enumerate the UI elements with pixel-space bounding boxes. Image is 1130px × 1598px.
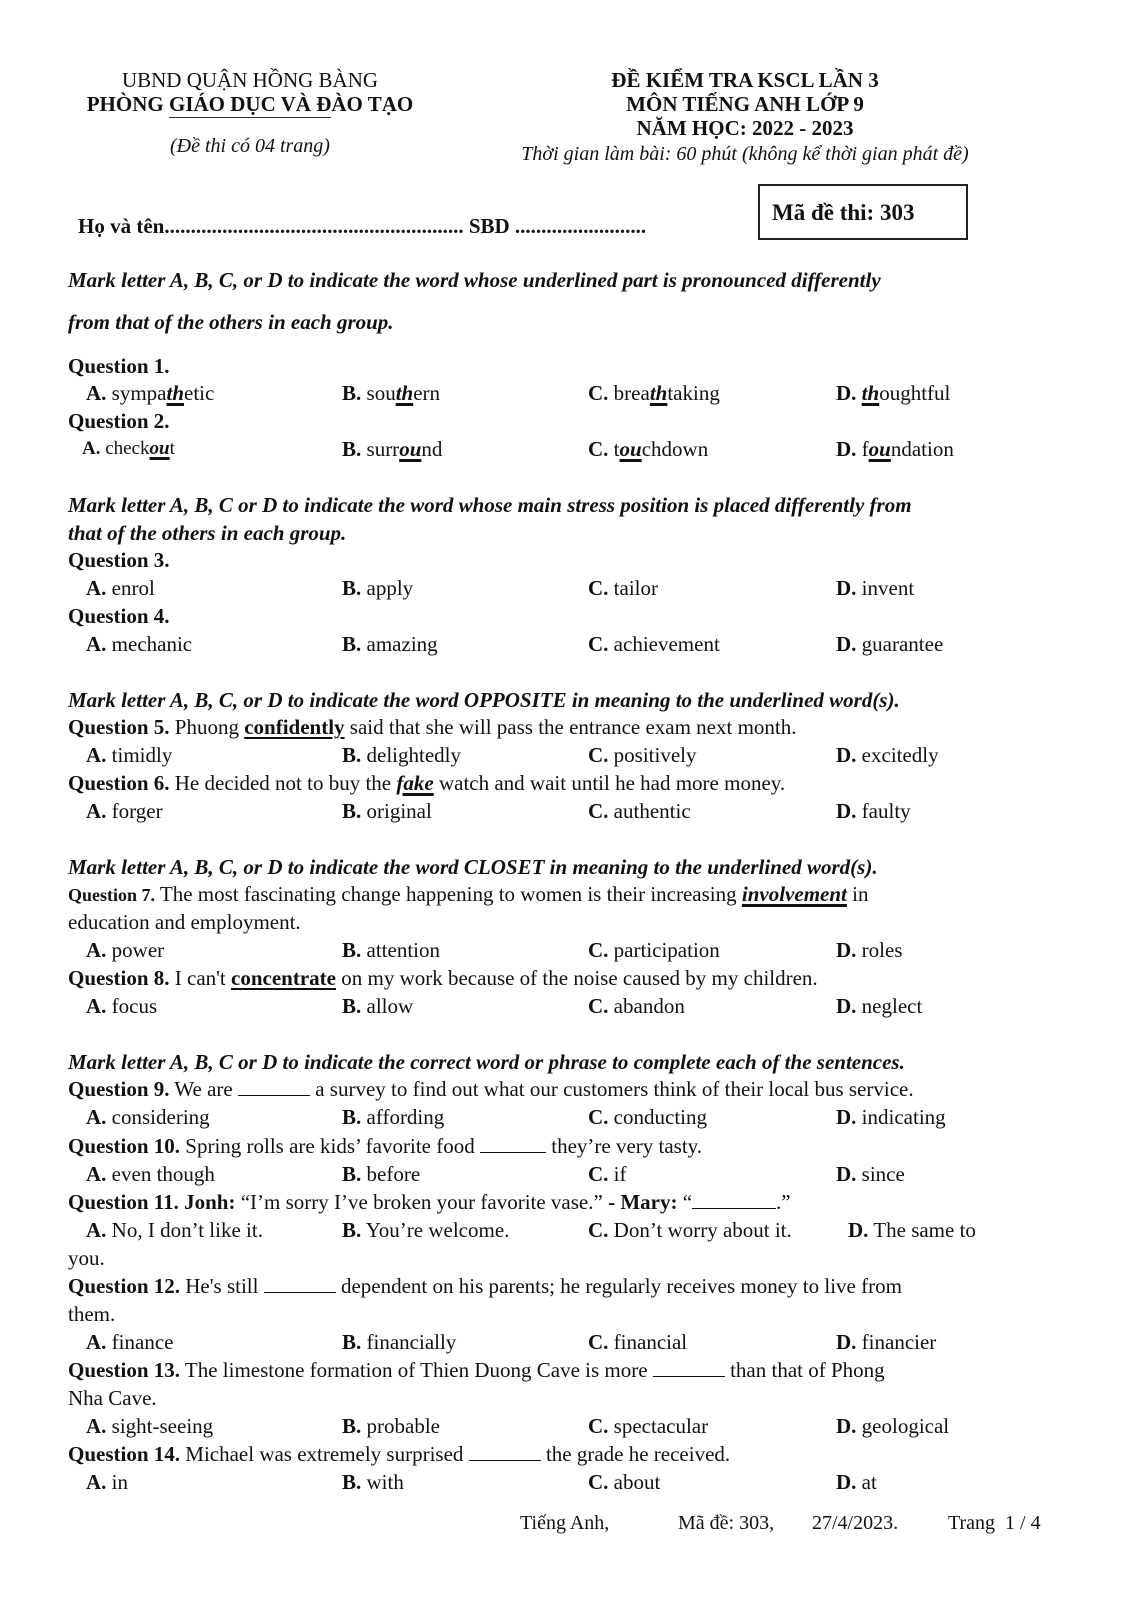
option-letter: C. <box>588 1470 609 1494</box>
option-a[interactable] <box>86 993 157 1019</box>
option-letter: D. <box>836 632 857 656</box>
question-text: “ <box>677 1190 693 1214</box>
option-letter: B. <box>342 1105 362 1129</box>
option-letter: D. <box>836 576 857 600</box>
option-text: participation <box>608 938 720 962</box>
option-d[interactable] <box>836 436 954 462</box>
option-letter: C. <box>588 743 609 767</box>
question-label: Question 6. <box>68 771 170 795</box>
option-c[interactable] <box>588 937 720 963</box>
footer-subject: Tiếng Anh, <box>520 1512 610 1534</box>
exam-code-box: Mã đề thi: 303 <box>758 184 968 240</box>
answer-blank[interactable] <box>480 1134 546 1153</box>
option-text: invent <box>856 576 915 600</box>
option-letter: B. <box>342 1218 362 1242</box>
option-text: considering <box>106 1105 210 1129</box>
option-c[interactable] <box>588 575 658 601</box>
option-d[interactable] <box>848 1217 976 1243</box>
option-a[interactable] <box>86 575 155 601</box>
option-b[interactable] <box>342 742 461 768</box>
option-letter: A. <box>86 1105 107 1129</box>
option-text: check <box>100 438 150 459</box>
footer-exam-code: Mã đề: 303, <box>678 1512 775 1534</box>
question-text: He's still <box>180 1274 264 1298</box>
option-d[interactable] <box>836 798 911 824</box>
question-14-options <box>68 1469 1068 1495</box>
option-d[interactable] <box>836 1161 905 1187</box>
footer-page-number: Trang 1 / 4 <box>948 1512 1041 1534</box>
option-letter: A. <box>86 1330 107 1354</box>
question-text: We are <box>169 1077 238 1101</box>
option-c[interactable] <box>588 798 691 824</box>
option-text: tailor <box>608 576 658 600</box>
section-4-instruction: Mark letter A, B, C, or D to indicate the word CLOSET in meaning to the underlined word(s). <box>68 855 878 879</box>
question-12-options <box>68 1329 1068 1355</box>
option-a[interactable] <box>86 937 164 963</box>
header-right <box>470 68 1020 166</box>
question-text: a survey to find out what our customers think of their local bus service. <box>309 1077 914 1101</box>
option-text: chdown <box>641 437 709 461</box>
option-text: oughtful <box>879 381 951 405</box>
question-11 <box>68 1189 1068 1215</box>
question-text: .” <box>776 1190 791 1214</box>
option-a[interactable] <box>86 631 192 657</box>
option-letter: C. <box>588 1162 609 1186</box>
question-label: Question 4. <box>68 604 170 628</box>
question-text: they’re very tasty. <box>545 1134 703 1158</box>
option-a[interactable] <box>86 380 214 406</box>
option-letter: B. <box>342 1330 362 1354</box>
school-year: NĂM HỌC: 2022 - 2023 <box>636 116 854 140</box>
section-1-instruction <box>68 266 1068 336</box>
option-c[interactable] <box>588 1104 707 1130</box>
option-text: roles <box>856 938 903 962</box>
option-letter: A. <box>82 438 101 459</box>
option-text: spectacular <box>608 1414 709 1438</box>
option-letter: D. <box>836 743 857 767</box>
subject-title: MÔN TIẾNG ANH LỚP 9 <box>626 92 864 116</box>
answer-blank[interactable] <box>264 1274 336 1293</box>
option-text: ern <box>413 381 441 405</box>
option-text: sou <box>361 381 396 405</box>
option-letter: D. <box>836 1162 857 1186</box>
option-text: financially <box>361 1330 457 1354</box>
option-letter: B. <box>342 799 362 823</box>
option-c[interactable] <box>588 436 708 462</box>
instruction-line: Mark letter A, B, C or D to indicate the word whose main stress position is placed differently from <box>68 493 912 517</box>
option-a[interactable] <box>86 1329 173 1355</box>
question-label: Question 9. <box>68 1077 170 1101</box>
option-text: even though <box>106 1162 215 1186</box>
option-letter: B. <box>342 437 362 461</box>
option-d[interactable] <box>836 937 903 963</box>
option-d[interactable] <box>836 575 914 601</box>
dept-prefix: PHÒNG <box>86 92 169 116</box>
option-text: in <box>106 1470 129 1494</box>
option-text: about <box>608 1470 661 1494</box>
dept-suffix: ÀO TẠO <box>331 92 414 116</box>
question-label: Question 2. <box>68 409 170 433</box>
option-letter: C. <box>588 799 609 823</box>
option-text: t <box>608 437 620 461</box>
question-text: The limestone formation of Thien Duong Cave is more <box>180 1358 653 1382</box>
question-8 <box>68 965 1068 991</box>
underlined-word: involvement <box>741 882 847 906</box>
question-10 <box>68 1133 1068 1159</box>
option-d[interactable] <box>836 1469 877 1495</box>
option-c[interactable] <box>588 1413 708 1439</box>
footer-date: 27/4/2023. <box>812 1512 899 1534</box>
question-12 <box>68 1273 1068 1299</box>
pages-note: (Đề thi có 04 trang) <box>170 135 330 157</box>
question-13-continuation: Nha Cave. <box>68 1386 157 1410</box>
option-text: f <box>856 437 869 461</box>
option-text: The same to <box>868 1218 976 1242</box>
option-letter: B. <box>342 1470 362 1494</box>
question-text: He decided not to buy the <box>169 771 397 795</box>
underlined-part: th <box>395 381 414 405</box>
option-letter: A. <box>86 576 107 600</box>
section-5-instruction: Mark letter A, B, C or D to indicate the correct word or phrase to complete each of the sentences. <box>68 1050 905 1074</box>
question-text: than that of Phong <box>724 1358 885 1382</box>
option-b[interactable] <box>342 575 413 601</box>
exam-title: ĐỀ KIỂM TRA KSCL LẦN 3 <box>611 68 879 92</box>
question-text: watch and wait until he had more money. <box>433 771 786 795</box>
option-b[interactable] <box>342 1469 404 1495</box>
option-b[interactable] <box>342 993 413 1019</box>
option-letter: D. <box>836 1105 857 1129</box>
option-text: neglect <box>856 994 923 1018</box>
option-letter: A. <box>86 1470 107 1494</box>
option-text: excitedly <box>856 743 939 767</box>
question-13-options <box>68 1413 1068 1439</box>
option-d[interactable] <box>836 742 939 768</box>
question-text: Phuong <box>169 715 245 739</box>
instruction-line: from that of the others in each group. <box>68 310 394 334</box>
option-a[interactable] <box>86 742 172 768</box>
question-1-options <box>68 380 1068 406</box>
option-c[interactable] <box>588 1217 792 1243</box>
option-text: allow <box>361 994 414 1018</box>
option-text: before <box>361 1162 421 1186</box>
option-text: mechanic <box>106 632 193 656</box>
option-text: since <box>856 1162 905 1186</box>
option-b[interactable] <box>342 1104 444 1130</box>
option-text: achievement <box>608 632 720 656</box>
instruction-line: that of the others in each group. <box>68 521 347 545</box>
question-text: Spring rolls are kids’ favorite food <box>180 1134 480 1158</box>
question-9 <box>68 1076 1068 1102</box>
option-text: amazing <box>361 632 438 656</box>
option-letter: C. <box>588 994 609 1018</box>
question-text: said that she will pass the entrance exam next month. <box>344 715 797 739</box>
option-letter: C. <box>588 576 609 600</box>
option-d[interactable] <box>836 631 943 657</box>
option-letter: D. <box>836 1414 857 1438</box>
question-8-options <box>68 993 1068 1019</box>
option-text: delightedly <box>361 743 461 767</box>
underlined-part: ou <box>619 437 642 461</box>
option-letter: B. <box>342 1414 362 1438</box>
option-letter: C. <box>588 938 609 962</box>
answer-blank[interactable] <box>692 1190 776 1209</box>
option-letter: B. <box>342 743 362 767</box>
option-b[interactable] <box>342 1217 509 1243</box>
option-c[interactable] <box>588 993 685 1019</box>
section-2-instruction <box>68 491 1068 547</box>
dept-underlined: GIÁO DỤC VÀ Đ <box>168 92 332 116</box>
option-letter: A. <box>86 381 107 405</box>
question-6 <box>68 770 1068 796</box>
question-text: Michael was extremely surprised <box>180 1442 469 1466</box>
option-b[interactable] <box>342 937 440 963</box>
option-letter: C. <box>588 1414 609 1438</box>
option-d[interactable] <box>836 1104 946 1130</box>
question-4-options <box>68 631 1068 657</box>
option-letter: D. <box>848 1218 869 1242</box>
option-text: enrol <box>106 576 155 600</box>
option-text: probable <box>361 1414 440 1438</box>
option-letter: D. <box>836 799 857 823</box>
option-letter: B. <box>342 1162 362 1186</box>
option-text: indicating <box>856 1105 946 1129</box>
option-text: financial <box>608 1330 688 1354</box>
underlined-word: fake <box>396 771 434 795</box>
district-name: UBND QUẬN HỒNG BÀNG <box>121 68 379 92</box>
question-5 <box>68 714 1068 740</box>
option-text: surr <box>361 437 400 461</box>
department-name <box>60 92 440 116</box>
question-label: Question 8. <box>68 966 170 990</box>
question-text: I can't <box>169 966 232 990</box>
question-3-options <box>68 575 1068 601</box>
time-note: Thời gian làm bài: 60 phút (không kể thời gian phát đề) <box>521 143 969 165</box>
option-c[interactable] <box>588 380 720 406</box>
option-letter: D. <box>836 381 857 405</box>
option-text: original <box>361 799 432 823</box>
question-7-options <box>68 937 1068 963</box>
underlined-part: ou <box>868 437 891 461</box>
question-label: Question 13. <box>68 1358 181 1382</box>
question-11-options-continuation: you. <box>68 1246 105 1270</box>
option-text: No, I don’t like it. <box>106 1218 263 1242</box>
question-7 <box>68 881 1068 908</box>
option-text: You’re welcome. <box>361 1218 510 1242</box>
question-label: Question 14. <box>68 1442 181 1466</box>
option-letter: A. <box>86 1414 107 1438</box>
question-12-continuation: them. <box>68 1302 116 1326</box>
option-c[interactable] <box>588 631 720 657</box>
option-letter: D. <box>836 1330 857 1354</box>
option-b[interactable] <box>342 436 442 462</box>
option-b[interactable] <box>342 631 438 657</box>
option-letter: B. <box>342 632 362 656</box>
option-text: taking <box>667 381 720 405</box>
option-text: nd <box>421 437 443 461</box>
section-3-instruction: Mark letter A, B, C, or D to indicate the word OPPOSITE in meaning to the underlined word(s). <box>68 688 900 712</box>
option-a[interactable] <box>86 1217 263 1243</box>
answer-blank[interactable] <box>238 1077 310 1096</box>
option-text: finance <box>106 1330 174 1354</box>
option-text: sympa <box>106 381 167 405</box>
option-letter: A. <box>86 632 107 656</box>
option-a[interactable] <box>86 1104 210 1130</box>
option-letter: C. <box>588 1330 609 1354</box>
option-c[interactable] <box>588 1161 627 1187</box>
question-13 <box>68 1357 1068 1383</box>
option-text: ndation <box>890 437 954 461</box>
option-b[interactable] <box>342 380 440 406</box>
option-letter: B. <box>342 938 362 962</box>
option-d[interactable] <box>836 993 922 1019</box>
question-4 <box>68 603 1068 629</box>
option-text: positively <box>608 743 697 767</box>
option-letter: D. <box>836 437 857 461</box>
option-d[interactable] <box>836 1413 949 1439</box>
answer-blank[interactable] <box>469 1442 541 1461</box>
option-text: power <box>106 938 165 962</box>
question-1 <box>68 353 1068 379</box>
option-text: focus <box>106 994 158 1018</box>
option-text: authentic <box>608 799 691 823</box>
student-name-field[interactable]: Họ và tên......................................................... SBD ......................... <box>78 214 647 238</box>
underlined-part: th <box>861 381 880 405</box>
question-2 <box>68 408 1068 434</box>
question-text: on my work because of the noise caused by my children. <box>335 966 818 990</box>
option-letter: B. <box>342 576 362 600</box>
option-text: timidly <box>106 743 173 767</box>
underlined-part: th <box>649 381 668 405</box>
question-label: Question 10. <box>68 1134 181 1158</box>
option-letter: A. <box>86 938 107 962</box>
option-d[interactable] <box>836 1329 936 1355</box>
question-label: Question 3. <box>68 548 170 572</box>
option-letter: C. <box>588 1105 609 1129</box>
option-letter: A. <box>86 1162 107 1186</box>
question-label: Question 11. <box>68 1190 179 1214</box>
question-2-options <box>68 436 1068 462</box>
option-text: abandon <box>608 994 685 1018</box>
question-5-options <box>68 742 1068 768</box>
option-letter: C. <box>588 437 609 461</box>
question-9-options <box>68 1104 1068 1130</box>
question-text: the grade he received. <box>540 1442 731 1466</box>
option-b[interactable] <box>342 1329 456 1355</box>
question-label: Question 1. <box>68 354 170 378</box>
option-a[interactable] <box>86 1161 215 1187</box>
option-letter: D. <box>836 1470 857 1494</box>
question-label: Question 12. <box>68 1274 181 1298</box>
option-text: apply <box>361 576 414 600</box>
instruction-line: Mark letter A, B, C, or D to indicate the word whose underlined part is pronounced differently <box>68 268 881 292</box>
option-d[interactable] <box>836 380 950 406</box>
question-10-options <box>68 1161 1068 1187</box>
question-text: dependent on his parents; he regularly receives money to live from <box>335 1274 902 1298</box>
option-c[interactable] <box>588 1469 660 1495</box>
question-11-options <box>68 1217 1068 1243</box>
question-3 <box>68 547 1068 573</box>
option-letter: A. <box>86 994 107 1018</box>
option-text: financier <box>856 1330 937 1354</box>
option-letter: A. <box>86 743 107 767</box>
option-text: brea <box>608 381 650 405</box>
option-letter: A. <box>86 799 107 823</box>
question-text: “I’m sorry I’ve broken your favorite vase.” <box>235 1190 609 1214</box>
speaker-name: Jonh: <box>178 1190 236 1214</box>
underlined-part: th <box>166 381 185 405</box>
question-text: The most fascinating change happening to women is their increasing <box>155 882 742 906</box>
option-text: if <box>608 1162 627 1186</box>
option-letter: B. <box>342 994 362 1018</box>
option-text: with <box>361 1470 404 1494</box>
underlined-part: ou <box>399 437 422 461</box>
option-text: geological <box>856 1414 950 1438</box>
question-14 <box>68 1441 1068 1467</box>
question-label: Question 7. <box>68 885 156 905</box>
option-letter: B. <box>342 381 362 405</box>
option-a[interactable] <box>86 798 163 824</box>
option-letter: C. <box>588 632 609 656</box>
option-a[interactable] <box>86 1413 213 1439</box>
option-letter: A. <box>86 1218 107 1242</box>
underlined-part: ou <box>149 438 170 459</box>
option-text: faulty <box>856 799 911 823</box>
option-letter: D. <box>836 938 857 962</box>
option-letter: C. <box>588 1218 609 1242</box>
option-b[interactable] <box>342 1161 420 1187</box>
question-label: Question 5. <box>68 715 170 739</box>
question-text: in <box>846 882 869 906</box>
answer-blank[interactable] <box>653 1358 725 1377</box>
header-left <box>60 68 440 158</box>
option-text: sight-seeing <box>106 1414 214 1438</box>
option-text: t <box>169 438 175 459</box>
option-text: Don’t worry about it. <box>608 1218 792 1242</box>
option-a[interactable] <box>86 1469 128 1495</box>
option-text: forger <box>106 799 163 823</box>
option-text: attention <box>361 938 440 962</box>
option-b[interactable] <box>342 798 432 824</box>
option-c[interactable] <box>588 1329 687 1355</box>
option-text: affording <box>361 1105 445 1129</box>
option-text: guarantee <box>856 632 944 656</box>
option-c[interactable] <box>588 742 697 768</box>
underlined-word: concentrate <box>231 966 336 990</box>
option-a[interactable] <box>82 436 175 462</box>
option-text: conducting <box>608 1105 707 1129</box>
question-7-continuation: education and employment. <box>68 910 301 934</box>
option-letter: D. <box>836 994 857 1018</box>
option-b[interactable] <box>342 1413 440 1439</box>
option-text: etic <box>184 381 215 405</box>
question-6-options <box>68 798 1068 824</box>
speaker-name: - Mary: <box>608 1190 678 1214</box>
option-text: at <box>856 1470 877 1494</box>
underlined-word: confidently <box>244 715 345 739</box>
option-letter: C. <box>588 381 609 405</box>
